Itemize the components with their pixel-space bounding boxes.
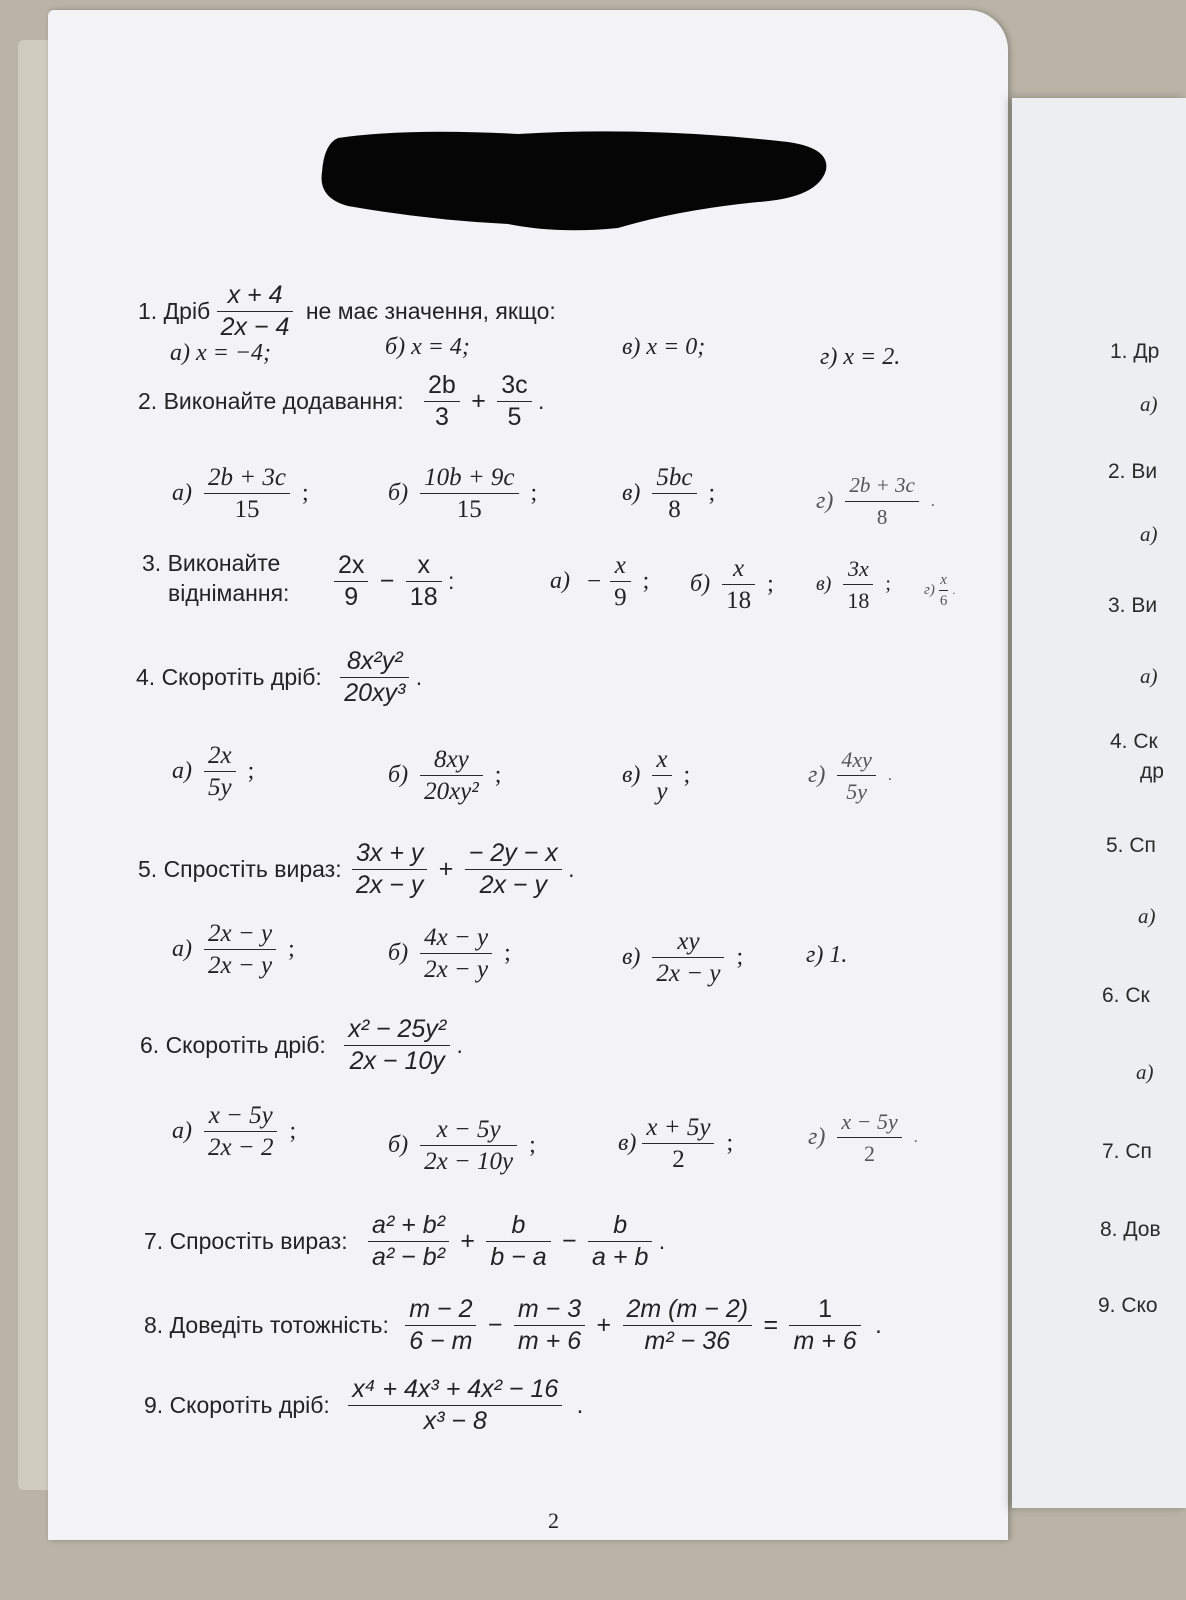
q8-f3-num: 2m (m − 2) <box>626 1295 749 1323</box>
q4-fraction-den: 20xy³ <box>344 679 406 707</box>
q6-option-b <box>388 1114 536 1177</box>
q3-c-num: 3x <box>847 556 869 581</box>
q3-a-den: 9 <box>614 584 627 611</box>
q8-operator-2: + <box>596 1311 612 1339</box>
q6-option-a <box>172 1100 296 1163</box>
q9-end: . <box>576 1391 584 1419</box>
q7-fraction-1 <box>368 1210 449 1273</box>
q6-a-den: 2x − 2 <box>208 1134 274 1161</box>
right-line-12: а) <box>1136 1060 1154 1084</box>
q9-fraction-num: x⁴ + 4x³ + 4x² − 16 <box>352 1375 559 1403</box>
q3-b-den: 18 <box>726 587 752 614</box>
right-line-10: а) <box>1138 904 1156 928</box>
q3-a-sign: − <box>587 567 602 595</box>
q3-b-label: б) <box>690 571 711 597</box>
q5-a-den: 2x − y <box>208 952 273 979</box>
q6-a-num: x − 5y <box>208 1102 273 1129</box>
q3-option-a <box>550 550 649 613</box>
right-line-8: др <box>1140 760 1164 783</box>
q6-option-d <box>808 1106 918 1169</box>
q1-fraction <box>217 280 294 343</box>
q2-d-label: г) <box>816 488 834 514</box>
q4-c-label: в) <box>622 762 641 788</box>
q7-end: . <box>658 1228 666 1254</box>
right-line-7: 4. Ск <box>1110 730 1158 753</box>
q4-a-num: 2x <box>208 742 232 769</box>
q3-option-d <box>924 570 955 611</box>
q8-f3-den: m² − 36 <box>644 1327 730 1355</box>
q5-c-den: 2x − y <box>656 960 721 987</box>
q8-label: 8. Доведіть тотожність: <box>144 1312 389 1338</box>
q4-b-sep: ; <box>494 762 502 788</box>
q4-b-num: 8xy <box>434 746 469 773</box>
q2-a-label: а) <box>172 480 192 506</box>
q2-option-b <box>388 462 537 525</box>
q7-f3-num: b <box>613 1211 628 1239</box>
q3-a-sep: ; <box>642 568 650 594</box>
q3-option-b <box>690 553 774 616</box>
q2-c-num: 5bc <box>656 464 693 491</box>
q8-fraction-1 <box>405 1294 476 1357</box>
q3-c-den: 18 <box>847 588 870 613</box>
q3-option-c <box>816 553 891 616</box>
q3-label-line2: віднімання: <box>168 580 290 606</box>
q2-c-sep: ; <box>708 480 716 506</box>
q7-label: 7. Спростіть вираз: <box>144 1228 348 1254</box>
q6-b-sep: ; <box>529 1132 536 1158</box>
q2-end: . <box>537 388 545 414</box>
q7-fraction-2 <box>486 1210 550 1273</box>
q4-a-label: а) <box>172 758 192 784</box>
q5-f1-den: 2x − y <box>356 871 424 899</box>
q9-fraction <box>348 1374 562 1437</box>
q7-f2-num: b <box>511 1211 526 1239</box>
q2-operator: + <box>471 387 486 415</box>
q5-a-label: а) <box>172 936 192 962</box>
q5-b-label: б) <box>388 940 409 966</box>
q4-fraction-num: 8x²y² <box>346 647 403 675</box>
q8-operator-1: − <box>487 1311 503 1339</box>
q8-f2-den: m + 6 <box>517 1327 582 1355</box>
q2-label: 2. Виконайте додавання: <box>138 388 404 414</box>
q7-operator-1: + <box>460 1227 475 1255</box>
right-line-6: а) <box>1140 664 1158 688</box>
q4-c-sep: ; <box>683 762 691 788</box>
q4-c-num: x <box>656 746 668 773</box>
right-line-4: а) <box>1140 522 1158 546</box>
q2-b-sep: ; <box>530 480 538 506</box>
q6-d-sep: . <box>913 1128 918 1146</box>
q6-fraction-num: x² − 25y² <box>348 1015 447 1043</box>
q5-fraction-2 <box>465 838 562 901</box>
page-number: 2 <box>548 1508 559 1533</box>
q6-b-label: б) <box>388 1132 409 1158</box>
q4-b-label: б) <box>388 762 409 788</box>
q2-fraction-2 <box>497 370 531 433</box>
q2-option-a <box>172 462 309 525</box>
q2-option-c <box>622 462 715 525</box>
q1-option-c: в) x = 0; <box>622 334 706 360</box>
q4-option-b <box>388 744 501 807</box>
right-line-13: 7. Сп <box>1102 1140 1152 1163</box>
q4-a-den: 5y <box>208 774 232 801</box>
q5-c-sep: ; <box>736 944 744 970</box>
q4-label: 4. Скоротіть дріб: <box>136 664 322 690</box>
q6-b-den: 2x − 10y <box>424 1148 514 1175</box>
q8-fraction-2 <box>514 1294 585 1357</box>
q7-operator-2: − <box>562 1227 577 1255</box>
q3-end: : <box>448 568 455 594</box>
q2-f2-num: 3c <box>501 371 528 399</box>
q8-f4-num: 1 <box>818 1295 832 1323</box>
right-line-9: 5. Сп <box>1106 834 1156 857</box>
q6-d-num: x − 5y <box>841 1109 898 1134</box>
q4-d-sep: . <box>887 766 892 784</box>
q9-label: 9. Скоротіть дріб: <box>144 1392 330 1418</box>
q7-f1-den: a² − b² <box>372 1243 445 1271</box>
q5-option-c <box>622 926 743 989</box>
q6-d-label: г) <box>808 1124 826 1150</box>
q4-b-den: 20xy² <box>424 778 479 805</box>
q6-end: . <box>456 1032 463 1058</box>
q5-a-sep: ; <box>288 936 295 962</box>
q4-end: . <box>415 664 423 690</box>
q3-b-sep: ; <box>767 571 774 597</box>
q3-f1-den: 9 <box>344 583 359 611</box>
q5-a-num: 2x − y <box>208 920 273 947</box>
q2-f1-num: 2b <box>427 371 456 399</box>
q4-d-den: 5y <box>846 779 867 804</box>
q3-f2-num: x <box>417 551 430 579</box>
q8-fraction-4 <box>789 1294 860 1357</box>
right-line-14: 8. Дов <box>1100 1218 1161 1241</box>
q8-fraction-3 <box>623 1294 753 1357</box>
q5-fraction-1 <box>352 838 427 901</box>
q2-a-num: 2b + 3c <box>208 464 286 491</box>
q5-option-a <box>172 918 295 981</box>
q2-fraction-1 <box>424 370 460 433</box>
q8-equals: = <box>763 1311 779 1339</box>
q2-b-den: 15 <box>456 496 482 523</box>
q4-option-c <box>622 744 690 807</box>
q5-operator: + <box>438 855 454 883</box>
q2-f1-den: 3 <box>434 403 449 431</box>
q6-c-sep: ; <box>726 1130 734 1156</box>
q5-end: . <box>568 856 575 882</box>
q3-operator: − <box>379 567 395 595</box>
q6-label: 6. Скоротіть дріб: <box>140 1032 326 1058</box>
q6-c-label: в) <box>618 1130 637 1156</box>
q7-fraction-3 <box>588 1210 652 1273</box>
q4-d-label: г) <box>808 762 826 788</box>
q8-f1-num: m − 2 <box>409 1295 473 1323</box>
q5-b-sep: ; <box>504 940 511 966</box>
q6-option-c <box>618 1112 733 1175</box>
q1-option-a: а) x = −4; <box>170 340 272 366</box>
q4-fraction <box>340 646 409 709</box>
q5-label: 5. Спростіть вираз: <box>138 856 342 882</box>
q3-fraction-2 <box>406 550 442 613</box>
right-line-2: а) <box>1140 392 1158 416</box>
q8-f2-num: m − 3 <box>517 1295 582 1323</box>
q2-c-den: 8 <box>668 496 681 523</box>
q2-f2-den: 5 <box>507 403 522 431</box>
q4-option-a <box>172 740 254 803</box>
q2-b-num: 10b + 9c <box>424 464 515 491</box>
q1-option-b: б) x = 4; <box>385 334 470 360</box>
right-line-11: 6. Ск <box>1102 984 1150 1007</box>
right-line-5: 3. Ви <box>1108 594 1158 617</box>
q5-f2-num: − 2y − x <box>468 839 558 867</box>
q6-fraction-den: 2x − 10y <box>349 1047 445 1075</box>
q3-d-den: 6 <box>939 593 948 609</box>
q3-fraction-1 <box>334 550 368 613</box>
q5-f2-den: 2x − y <box>479 871 547 899</box>
q4-a-sep: ; <box>247 758 255 784</box>
q2-option-d <box>816 470 935 533</box>
q7-f1-num: a² + b² <box>372 1211 445 1239</box>
q4-d-num: 4xy <box>841 747 872 772</box>
q6-b-num: x − 5y <box>436 1116 501 1143</box>
right-line-1: 1. Др <box>1110 340 1160 363</box>
q2-c-label: в) <box>622 480 641 506</box>
q3-d-sep: . <box>952 583 956 597</box>
q3-d-label: г) <box>924 582 935 598</box>
q5-c-num: xy <box>677 928 700 955</box>
q2-a-sep: ; <box>301 480 309 506</box>
redaction-mark <box>318 128 830 232</box>
q6-a-sep: ; <box>289 1118 297 1144</box>
q1-fraction-num: x + 4 <box>227 281 283 309</box>
q3-label-line1: 3. Виконайте <box>142 550 281 576</box>
q3-c-label: в) <box>816 573 832 595</box>
q1-option-d: г) x = 2. <box>820 344 901 370</box>
q6-fraction <box>344 1014 450 1077</box>
q3-c-sep: ; <box>885 573 891 595</box>
q1-suffix: не має значення, якщо: <box>305 298 556 324</box>
q2-d-den: 8 <box>876 505 888 529</box>
q2-a-den: 15 <box>234 496 260 523</box>
q3-a-num: x <box>614 552 626 579</box>
q1-fraction-den: 2x − 4 <box>220 313 290 341</box>
q5-option-b <box>388 922 511 985</box>
q6-c-num: x + 5y <box>646 1114 711 1141</box>
q5-c-label: в) <box>622 944 641 970</box>
q6-d-den: 2 <box>864 1141 876 1166</box>
q2-b-label: б) <box>388 480 409 506</box>
q4-option-d <box>808 744 892 807</box>
q8-f1-den: 6 − m <box>409 1327 473 1355</box>
q9-fraction-den: x³ − 8 <box>423 1407 487 1435</box>
q5-f1-num: 3x + y <box>356 839 424 867</box>
q8-end: . <box>875 1311 882 1339</box>
q7-f2-den: b − a <box>490 1243 547 1271</box>
q8-f4-den: m + 6 <box>793 1327 857 1355</box>
q3-f2-den: 18 <box>409 583 438 611</box>
q7-f3-den: a + b <box>592 1243 649 1271</box>
q2-d-sep: . <box>930 492 935 510</box>
right-line-15: 9. Ско <box>1098 1294 1158 1317</box>
q3-b-num: x <box>733 555 745 582</box>
q2-d-num: 2b + 3c <box>849 473 915 497</box>
q5-option-d: г) 1. <box>806 942 848 968</box>
q5-b-num: 4x − y <box>424 924 489 951</box>
q6-c-den: 2 <box>672 1146 685 1173</box>
q4-c-den: y <box>656 778 668 805</box>
q3-f1-num: 2x <box>338 551 365 579</box>
q3-d-num: x <box>940 572 947 588</box>
q6-a-label: а) <box>172 1118 192 1144</box>
q1-label: 1. Дріб <box>138 298 211 324</box>
q5-b-den: 2x − y <box>424 956 489 983</box>
right-line-3: 2. Ви <box>1108 460 1158 483</box>
q3-a-label: а) <box>550 568 570 594</box>
